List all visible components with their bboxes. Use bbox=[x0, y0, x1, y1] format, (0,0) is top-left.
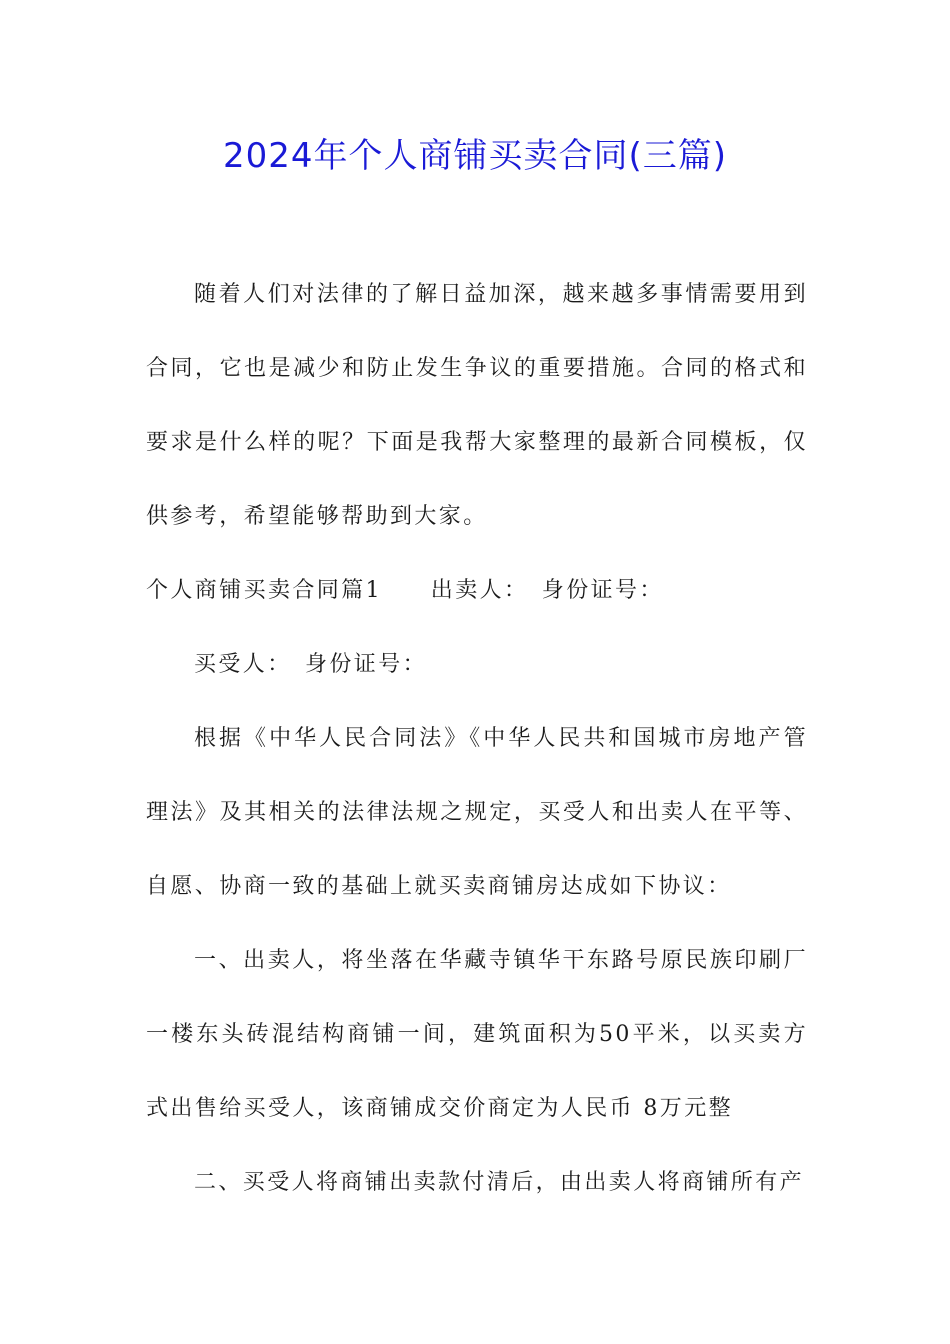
buyer-line: 买受人： 身份证号： bbox=[194, 652, 428, 677]
clause-one-paragraph: 一、出卖人，将坐落在华藏寺镇华干东路号原民族印刷厂一楼东头砖混结构商铺一间，建筑面积为50平米，以买卖方式出售给买受人，该商铺成交价商定为人民币 8万元整 bbox=[146, 948, 808, 1121]
intro-paragraph: 随着人们对法律的了解日益加深，越来越多事情需要用到合同，它也是减少和防止发生争议的重要措施。合同的格式和要求是什么样的呢？下面是我帮大家整理的最新合同模板，仅供参考，希望能够帮助到大家。 bbox=[146, 282, 808, 529]
legal-basis-paragraph: 根据《中华人民合同法》《中华人民共和国城市房地产管理法》及其相关的法律法规之规定，买受人和出卖人在平等、自愿、协商一致的基础上就买卖商铺房达成如下协议： bbox=[146, 726, 808, 899]
document-body bbox=[146, 258, 808, 1220]
document-title: 2024年个人商铺买卖合同(三篇) bbox=[222, 136, 728, 176]
clause-two-paragraph: 二、买受人将商铺出卖款付清后，由出卖人将商铺所有产 bbox=[194, 1170, 805, 1195]
contract-heading-seller-line: 个人商铺买卖合同篇1 出卖人： 身份证号： bbox=[146, 578, 664, 603]
